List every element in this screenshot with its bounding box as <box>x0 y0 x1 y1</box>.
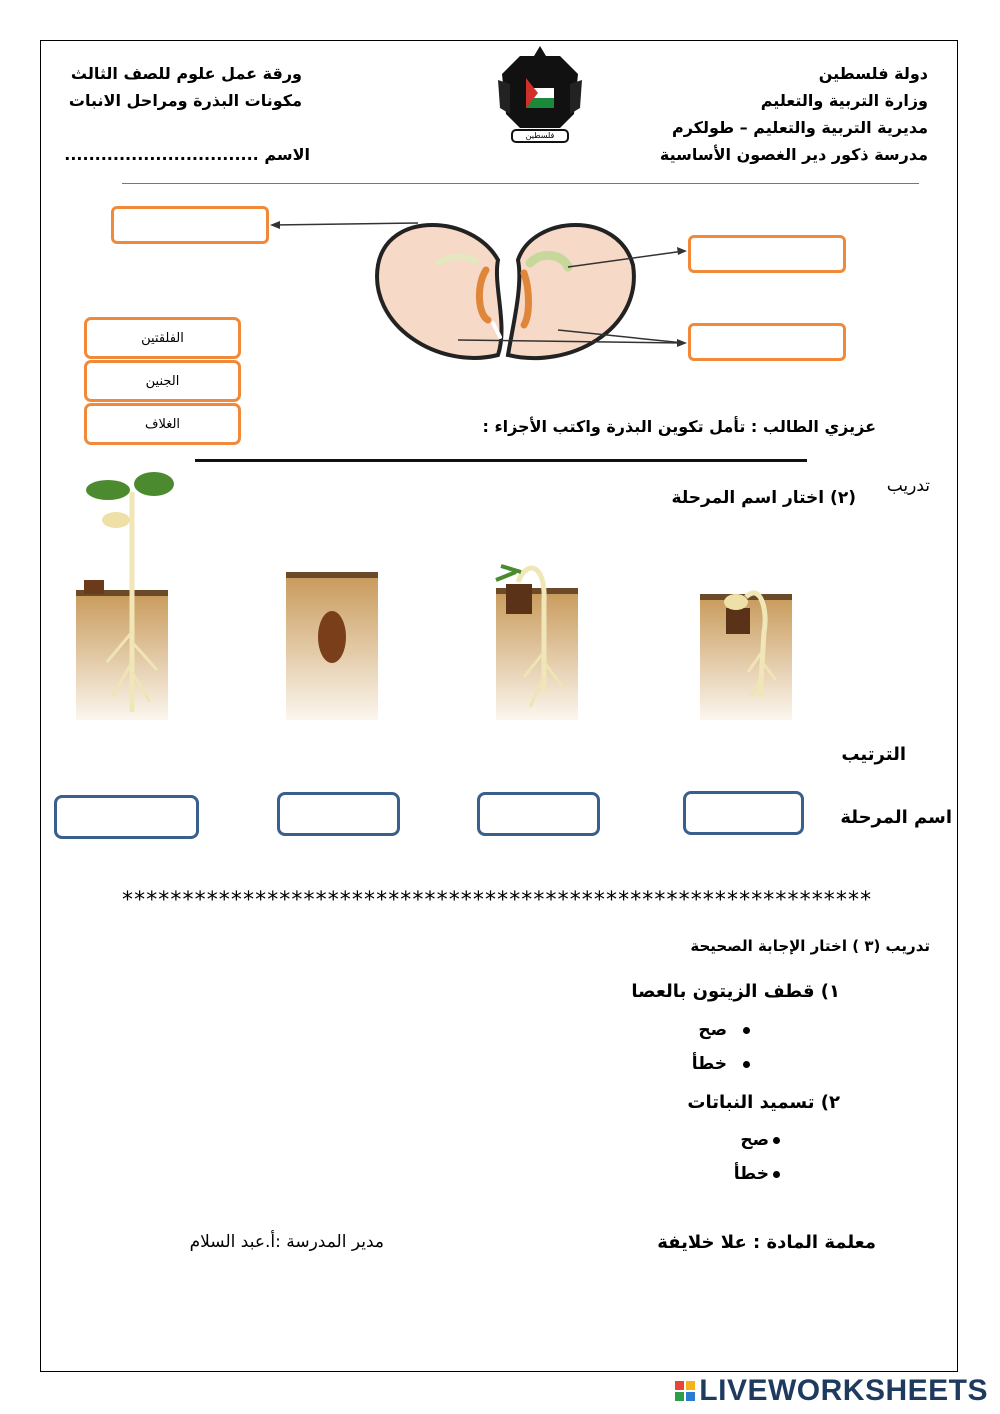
question-2: ٢) تسميد النباتات <box>687 1092 840 1113</box>
bullet-icon <box>773 1137 780 1144</box>
word-bank-item[interactable]: الغلاف <box>84 403 241 445</box>
word-bank-item[interactable]: الفلقتين <box>84 317 241 359</box>
seed-answer-box-coat[interactable] <box>111 206 269 244</box>
question-1: ١) قطف الزيتون بالعصا <box>631 981 840 1002</box>
stage-name-label: اسم المرحلة <box>840 807 952 828</box>
header-country: دولة فلسطين <box>818 64 928 83</box>
header-directorate: مديرية التربية والتعليم – طولكرم <box>671 118 928 137</box>
bullet-icon <box>743 1061 750 1068</box>
q2-option-false[interactable]: خطأ <box>734 1164 780 1184</box>
seed-answer-box-embryo[interactable] <box>688 235 846 273</box>
student-name-field[interactable]: الاسم ................................ <box>64 145 310 164</box>
stars-divider: ************************************************************** <box>122 888 873 913</box>
liveworksheets-logo-icon <box>675 1381 695 1401</box>
q2-option-true[interactable]: صح <box>740 1130 780 1150</box>
bullet-icon <box>743 1027 750 1034</box>
stage-answer-box-4[interactable] <box>54 795 199 839</box>
liveworksheets-logo-text: LIVEWORKSHEETS <box>699 1374 988 1407</box>
stage-answer-box-2[interactable] <box>477 792 600 836</box>
bullet-icon <box>773 1171 780 1178</box>
order-label: الترتيب <box>841 744 906 765</box>
palestine-emblem <box>490 40 590 150</box>
header-worksheet-subtitle: مكونات البذرة ومراحل الانبات <box>68 91 302 110</box>
seed-diagram <box>268 205 688 375</box>
seed-answer-box-cotyledons[interactable] <box>688 323 846 361</box>
exercise-label: تدريب <box>886 476 930 496</box>
exercise-3-title: تدريب (٣ ) اختار الإجابة الصحيحة <box>690 937 930 955</box>
germination-stages-image <box>56 462 796 724</box>
liveworksheets-logo <box>675 1374 988 1408</box>
header-divider <box>122 183 919 184</box>
stage-seed-in-soil <box>286 572 378 720</box>
header-school: مدرسة ذكور دير الغصون الأساسية <box>659 145 928 164</box>
header-ministry: وزارة التربية والتعليم <box>760 91 928 110</box>
stage-seedling-with-leaves <box>76 472 174 720</box>
stage-answer-box-1[interactable] <box>683 791 804 835</box>
emblem-caption: فلسطين <box>525 131 555 140</box>
stage-answer-box-3[interactable] <box>277 792 400 836</box>
stage-sprouting-seedling <box>496 566 578 720</box>
stage-root-emerging <box>700 593 792 720</box>
principal-name: مدير المدرسة :أ.عبد السلام <box>189 1232 384 1252</box>
word-bank-item[interactable]: الجنين <box>84 360 241 402</box>
exercise-2-title: (٢) اختار اسم المرحلة <box>671 488 856 508</box>
teacher-name: معلمة المادة : علا خلايفة <box>657 1232 876 1253</box>
q1-option-true[interactable]: صح <box>698 1020 750 1040</box>
q1-option-false[interactable]: خطأ <box>692 1054 750 1074</box>
seed-instruction: عزيزي الطالب : تأمل تكوين البذرة واكتب الأجزاء : <box>482 417 876 436</box>
header-worksheet-title: ورقة عمل علوم للصف الثالث <box>70 64 302 83</box>
